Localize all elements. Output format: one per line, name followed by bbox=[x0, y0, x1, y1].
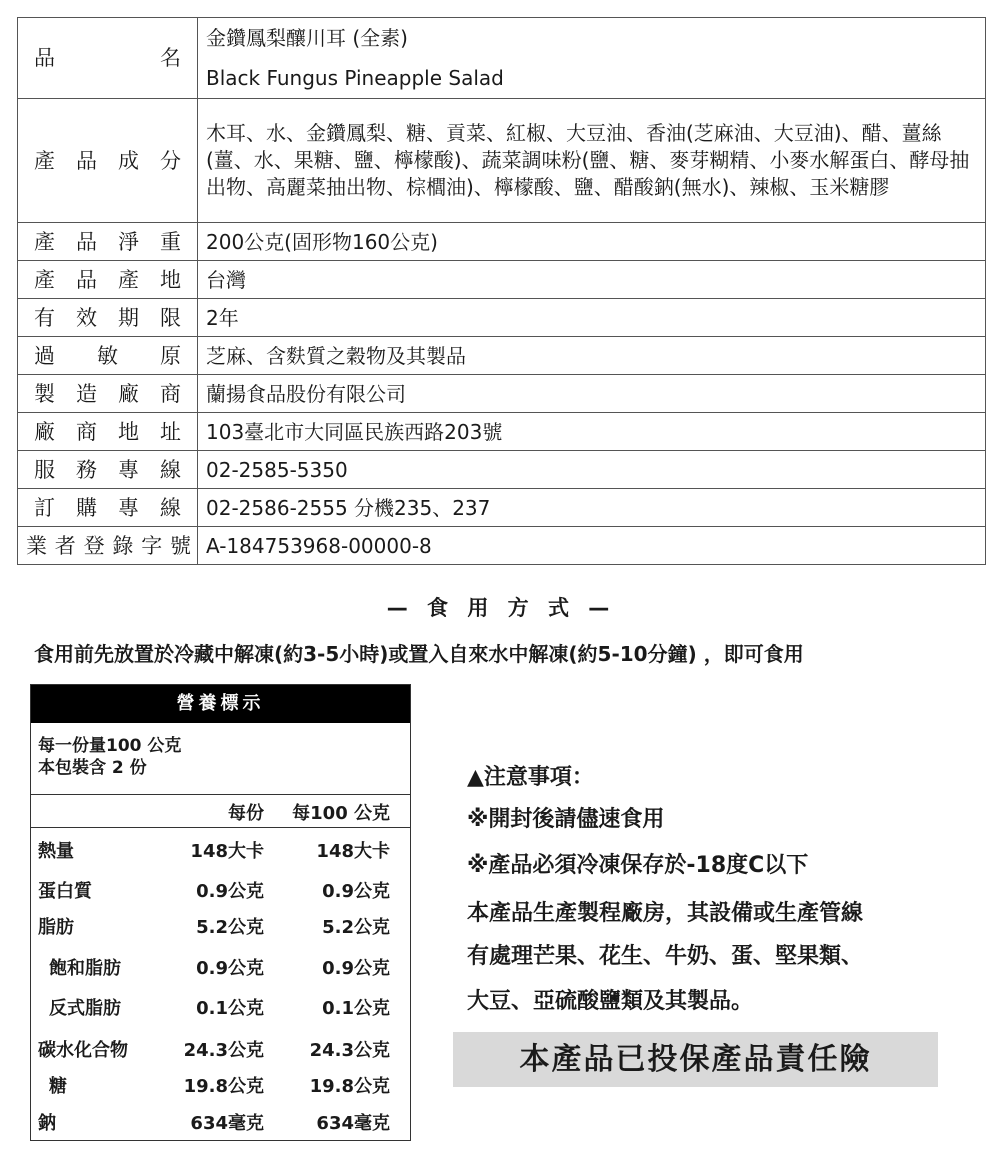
notes-line: 大豆、亞硫酸鹽類及其製品。 bbox=[467, 989, 754, 1014]
nutrient-per-100g: 148大卡 bbox=[316, 841, 390, 862]
liability-insurance-banner: 本產品已投保產品責任險 bbox=[453, 1032, 938, 1087]
info-value: 103臺北市大同區民族西路203號 bbox=[198, 413, 986, 451]
servings-per-package: 本包裝含 2 份 bbox=[38, 758, 147, 778]
info-label: 產 品 淨 重 bbox=[18, 223, 198, 261]
col-per-serving: 每份 bbox=[228, 803, 264, 824]
nutrient-per-serving: 148大卡 bbox=[190, 841, 264, 862]
info-row-order-line bbox=[18, 489, 986, 527]
nutrient-per-100g: 0.1公克 bbox=[322, 998, 390, 1019]
nutrient-per-100g: 0.9公克 bbox=[322, 958, 390, 979]
nutrient-per-100g: 19.8公克 bbox=[309, 1076, 390, 1097]
info-value: A-184753968-00000-8 bbox=[198, 527, 986, 565]
nutrient-per-100g: 0.9公克 bbox=[322, 881, 390, 902]
nutrient-name: 碳水化合物 bbox=[38, 1040, 128, 1061]
info-label: 業者登錄字號 bbox=[18, 527, 198, 565]
nutrient-per-serving: 19.8公克 bbox=[183, 1076, 264, 1097]
info-label: 訂 購 專 線 bbox=[18, 489, 198, 527]
nutrition-title: 營養標示 bbox=[31, 685, 410, 723]
info-value: 02-2585-5350 bbox=[198, 451, 986, 489]
nutrient-per-100g: 5.2公克 bbox=[322, 917, 390, 938]
info-label: 產 品 產 地 bbox=[18, 261, 198, 299]
nutrient-name: 反式脂肪 bbox=[49, 998, 121, 1019]
notes-line: ※開封後請儘速食用 bbox=[467, 807, 665, 832]
nutrient-per-100g: 24.3公克 bbox=[309, 1040, 390, 1061]
info-value: 芝麻、含麩質之穀物及其製品 bbox=[198, 337, 986, 375]
nutrition-column-header bbox=[31, 795, 410, 828]
info-row-name bbox=[18, 18, 986, 99]
info-value: 蘭揚食品股份有限公司 bbox=[198, 375, 986, 413]
product-name-en: Black Fungus Pineapple Salad bbox=[206, 66, 504, 90]
info-row-weight bbox=[18, 223, 986, 261]
nutrient-per-serving: 0.9公克 bbox=[196, 958, 264, 979]
notes-line: ※產品必須冷凍保存於-18度C以下 bbox=[467, 853, 809, 878]
info-row-service-line bbox=[18, 451, 986, 489]
info-label: 品 名 bbox=[18, 18, 198, 99]
product-name-zh: 金鑽鳳梨釀川耳 (全素) bbox=[206, 26, 408, 50]
info-row-address bbox=[18, 413, 986, 451]
info-row-manufacturer bbox=[18, 375, 986, 413]
product-info-table bbox=[17, 17, 986, 565]
nutrient-name: 蛋白質 bbox=[38, 881, 92, 902]
nutrient-name: 飽和脂肪 bbox=[49, 958, 121, 979]
nutrient-per-serving: 5.2公克 bbox=[196, 917, 264, 938]
info-row-ingredients bbox=[18, 99, 986, 223]
info-label: 過 敏 原 bbox=[18, 337, 198, 375]
nutrient-per-serving: 634毫克 bbox=[190, 1113, 264, 1134]
nutrient-name: 熱量 bbox=[38, 841, 74, 862]
nutrition-facts-box bbox=[30, 684, 411, 1141]
info-label: 製 造 廠 商 bbox=[18, 375, 198, 413]
info-label: 產 品 成 分 bbox=[18, 99, 198, 223]
info-value: 02-2586-2555 分機235、237 bbox=[198, 489, 986, 527]
info-label: 廠 商 地 址 bbox=[18, 413, 198, 451]
notes-line: 本產品生產製程廠房，其設備或生產管線 bbox=[467, 901, 864, 926]
info-value bbox=[198, 18, 986, 99]
info-label: 有 效 期 限 bbox=[18, 299, 198, 337]
nutrient-per-serving: 24.3公克 bbox=[183, 1040, 264, 1061]
usage-instructions: 食用前先放置於冷藏中解凍(約3-5小時)或置入自來水中解凍(約5-10分鐘) ，即可食用 bbox=[34, 642, 804, 666]
nutrient-per-serving: 0.1公克 bbox=[196, 998, 264, 1019]
nutrient-per-serving: 0.9公克 bbox=[196, 881, 264, 902]
col-per-100g: 每100 公克 bbox=[292, 803, 390, 824]
usage-title: — 食 用 方 式 — bbox=[386, 596, 616, 620]
nutrient-name: 脂肪 bbox=[38, 917, 74, 938]
info-value: 2年 bbox=[198, 299, 986, 337]
info-value: 200公克(固形物160公克) bbox=[198, 223, 986, 261]
nutrition-serving-info bbox=[31, 723, 410, 795]
info-row-shelf-life bbox=[18, 299, 986, 337]
ingredients-value: 木耳、水、金鑽鳳梨、糖、貢菜、紅椒、大豆油、香油(芝麻油、大豆油)、醋、薑絲(薑、水、果糖、鹽、檸檬酸)、蔬菜調味粉(鹽、糖、麥芽糊精、小麥水解蛋白、酵母抽出物、高麗菜抽出物、棕櫚油)、檸檬酸、鹽、醋酸鈉(無水)、辣椒、玉米糖膠 bbox=[198, 99, 986, 223]
nutrient-name: 鈉 bbox=[38, 1113, 56, 1134]
info-label: 服 務 專 線 bbox=[18, 451, 198, 489]
nutrient-per-100g: 634毫克 bbox=[316, 1113, 390, 1134]
nutrient-name: 糖 bbox=[49, 1076, 67, 1097]
info-row-registration bbox=[18, 527, 986, 565]
info-row-allergens bbox=[18, 337, 986, 375]
info-row-origin bbox=[18, 261, 986, 299]
serving-size: 每一份量100 公克 bbox=[38, 736, 182, 756]
notes-line: 有處理芒果、花生、牛奶、蛋、堅果類、 bbox=[467, 944, 864, 969]
notes-title: ▲注意事項： bbox=[467, 765, 594, 790]
info-value: 台灣 bbox=[198, 261, 986, 299]
